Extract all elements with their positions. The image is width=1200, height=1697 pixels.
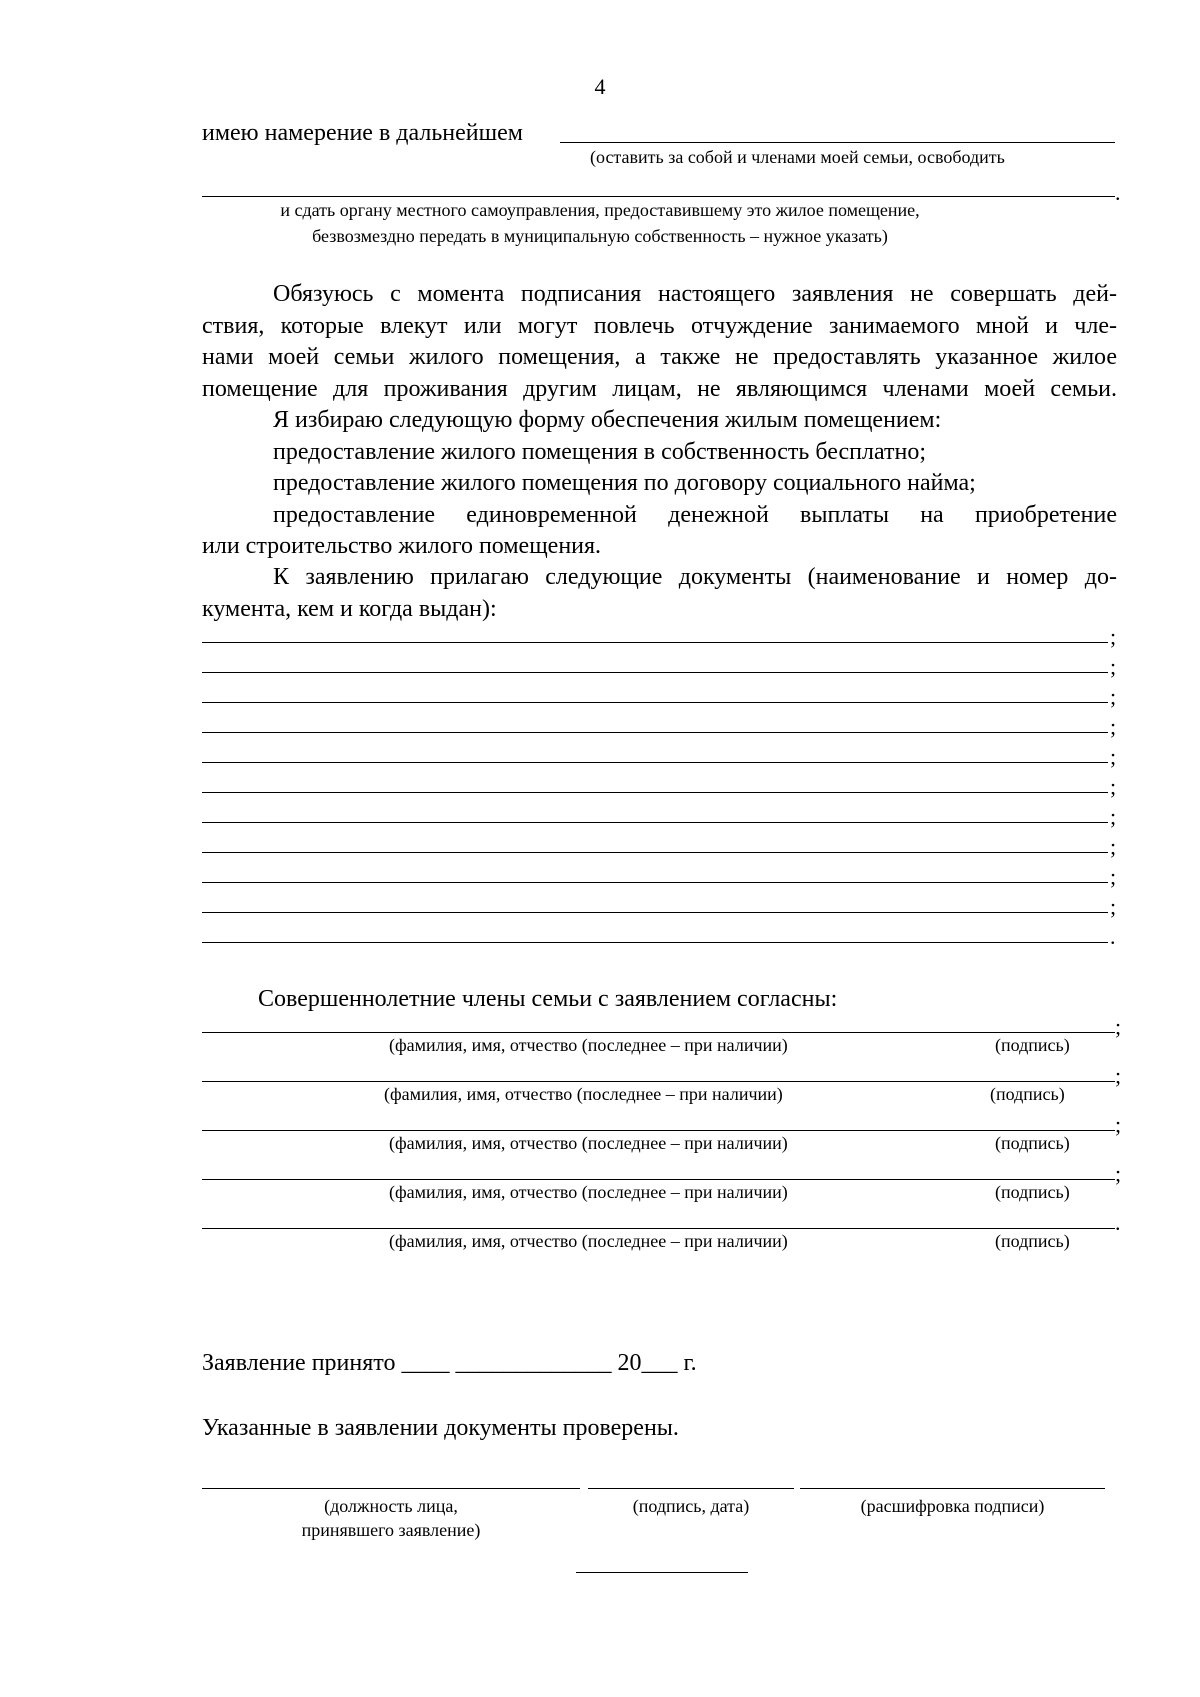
- family-name-caption: (фамилия, имя, отчество (последнее – при наличии): [384, 1084, 783, 1104]
- document-entry-line[interactable]: [202, 762, 1108, 763]
- family-sign-caption: (подпись): [995, 1133, 1070, 1153]
- family-sign-caption: (подпись): [990, 1084, 1065, 1104]
- form-option-1[interactable]: предоставление жилого помещения в собственность бесплатно;: [273, 438, 926, 465]
- accepted-year-suffix: г.: [683, 1350, 697, 1376]
- obligation-line-3: нами моей семьи жилого помещения, а также не предоставлять указанное жилое: [202, 344, 1117, 371]
- family-member-line-end: ;: [1115, 1161, 1122, 1186]
- position-field-line[interactable]: [202, 1488, 580, 1489]
- accepted-label: Заявление принято: [202, 1350, 396, 1376]
- family-name-caption: (фамилия, имя, отчество (последнее – при наличии): [389, 1231, 788, 1251]
- intent-caption-1: (оставить за собой и членами моей семьи, освободить: [590, 147, 1005, 167]
- document-entry-line[interactable]: [202, 642, 1108, 643]
- obligation-line-4: помещение для проживания другим лицам, не являющимся членами моей семьи.: [202, 375, 1117, 402]
- family-name-caption: (фамилия, имя, отчество (последнее – при наличии): [389, 1133, 788, 1153]
- documents-intro-line-1: К заявлению прилагаю следующие документы (наименование и номер до-: [273, 564, 1117, 590]
- document-entry-end: .: [1110, 924, 1116, 949]
- family-sign-caption: (подпись): [995, 1182, 1070, 1202]
- family-member-line-end: ;: [1115, 1112, 1122, 1137]
- intent-caption-2: и сдать органу местного самоуправления, предоставившему это жилое помещение,: [280, 200, 920, 220]
- page-number: 4: [594, 74, 606, 99]
- intent-field-line-2[interactable]: [202, 196, 1115, 197]
- form-option-3-line-1[interactable]: предоставление единовременной денежной выплаты на приобретение: [273, 501, 1117, 528]
- document-entry-end: ;: [1110, 864, 1117, 889]
- obligation-line-2: ствия, которые влекут или могут повлечь отчуждение занимаемого мной и чле-: [202, 312, 1117, 339]
- documents-intro-line-2: кумента, кем и когда выдан):: [202, 595, 497, 622]
- documents-intro: [202, 562, 1117, 625]
- document-entry-line[interactable]: [202, 702, 1108, 703]
- intent-label: имею намерение в дальнейшем: [202, 120, 523, 146]
- accepted-month-field[interactable]: _____________: [455, 1350, 612, 1376]
- form-choice-intro: Я избираю следующую форму обеспечения жилым помещением:: [273, 407, 942, 433]
- family-sign-caption: (подпись): [995, 1231, 1070, 1251]
- family-member-line[interactable]: [202, 1228, 1115, 1229]
- document-entry-end: ;: [1110, 684, 1117, 709]
- family-member-line-end: ;: [1115, 1063, 1122, 1088]
- document-entry-end: ;: [1110, 774, 1117, 799]
- family-name-caption: (фамилия, имя, отчество (последнее – при наличии): [389, 1182, 788, 1202]
- document-entry-end: ;: [1110, 804, 1117, 829]
- form-option-2[interactable]: предоставление жилого помещения по договору социального найма;: [273, 470, 976, 497]
- document-entry-line[interactable]: [202, 822, 1108, 823]
- document-entry-line[interactable]: [202, 912, 1108, 913]
- form-option-3-line-2[interactable]: или строительство жилого помещения.: [202, 533, 602, 560]
- family-member-line[interactable]: [202, 1032, 1115, 1033]
- document-entry-line[interactable]: [202, 672, 1108, 673]
- intent-caption-3: безвозмездно передать в муниципальную собственность – нужное указать): [312, 226, 888, 246]
- decoding-caption: (расшифровка подписи): [860, 1496, 1045, 1516]
- position-caption: [202, 1494, 580, 1542]
- document-entry-end: ;: [1110, 714, 1117, 739]
- document-entry-line[interactable]: [202, 882, 1108, 883]
- document-entry-end: ;: [1110, 834, 1117, 859]
- position-caption-line-1: (должность лица,: [324, 1496, 458, 1516]
- family-name-caption: (фамилия, имя, отчество (последнее – при наличии): [389, 1035, 788, 1055]
- family-member-line-end: .: [1115, 1210, 1121, 1235]
- decoding-field-line[interactable]: [800, 1488, 1105, 1489]
- document-entry-end: ;: [1110, 654, 1117, 679]
- accepted-row: [202, 1347, 697, 1379]
- form-choice-block: [202, 405, 1117, 563]
- document-entry-end: ;: [1110, 624, 1117, 649]
- sign-date-caption: (подпись, дата): [632, 1496, 750, 1516]
- family-member-line[interactable]: [202, 1179, 1115, 1180]
- family-member-line-end: ;: [1115, 1014, 1122, 1039]
- accepted-day-field[interactable]: ____: [401, 1350, 450, 1376]
- sign-date-field-line[interactable]: [588, 1488, 794, 1489]
- documents-checked-text: Указанные в заявлении документы проверены.: [202, 1415, 679, 1441]
- intent-line-end: .: [1115, 180, 1121, 205]
- family-heading: Совершеннолетние члены семьи с заявлением согласны:: [258, 986, 838, 1012]
- position-caption-line-2: принявшего заявление): [301, 1520, 481, 1540]
- document-entry-line[interactable]: [202, 852, 1108, 853]
- document-entry-end: ;: [1110, 744, 1117, 769]
- document-entry-line[interactable]: [202, 942, 1108, 943]
- obligation-line-1: Обязуюсь с момента подписания настоящего заявления не совершать дей-: [273, 281, 1117, 307]
- closing-separator-line: [576, 1572, 748, 1573]
- document-entry-line[interactable]: [202, 732, 1108, 733]
- document-entry-line[interactable]: [202, 792, 1108, 793]
- obligation-paragraph: [202, 279, 1117, 405]
- family-member-line[interactable]: [202, 1130, 1115, 1131]
- accepted-year-field[interactable]: ___: [641, 1350, 678, 1376]
- document-entry-end: ;: [1110, 894, 1117, 919]
- family-sign-caption: (подпись): [995, 1035, 1070, 1055]
- intent-field-line-1[interactable]: [560, 142, 1115, 143]
- accepted-year-prefix: 20: [617, 1350, 642, 1376]
- family-member-line[interactable]: [202, 1081, 1115, 1082]
